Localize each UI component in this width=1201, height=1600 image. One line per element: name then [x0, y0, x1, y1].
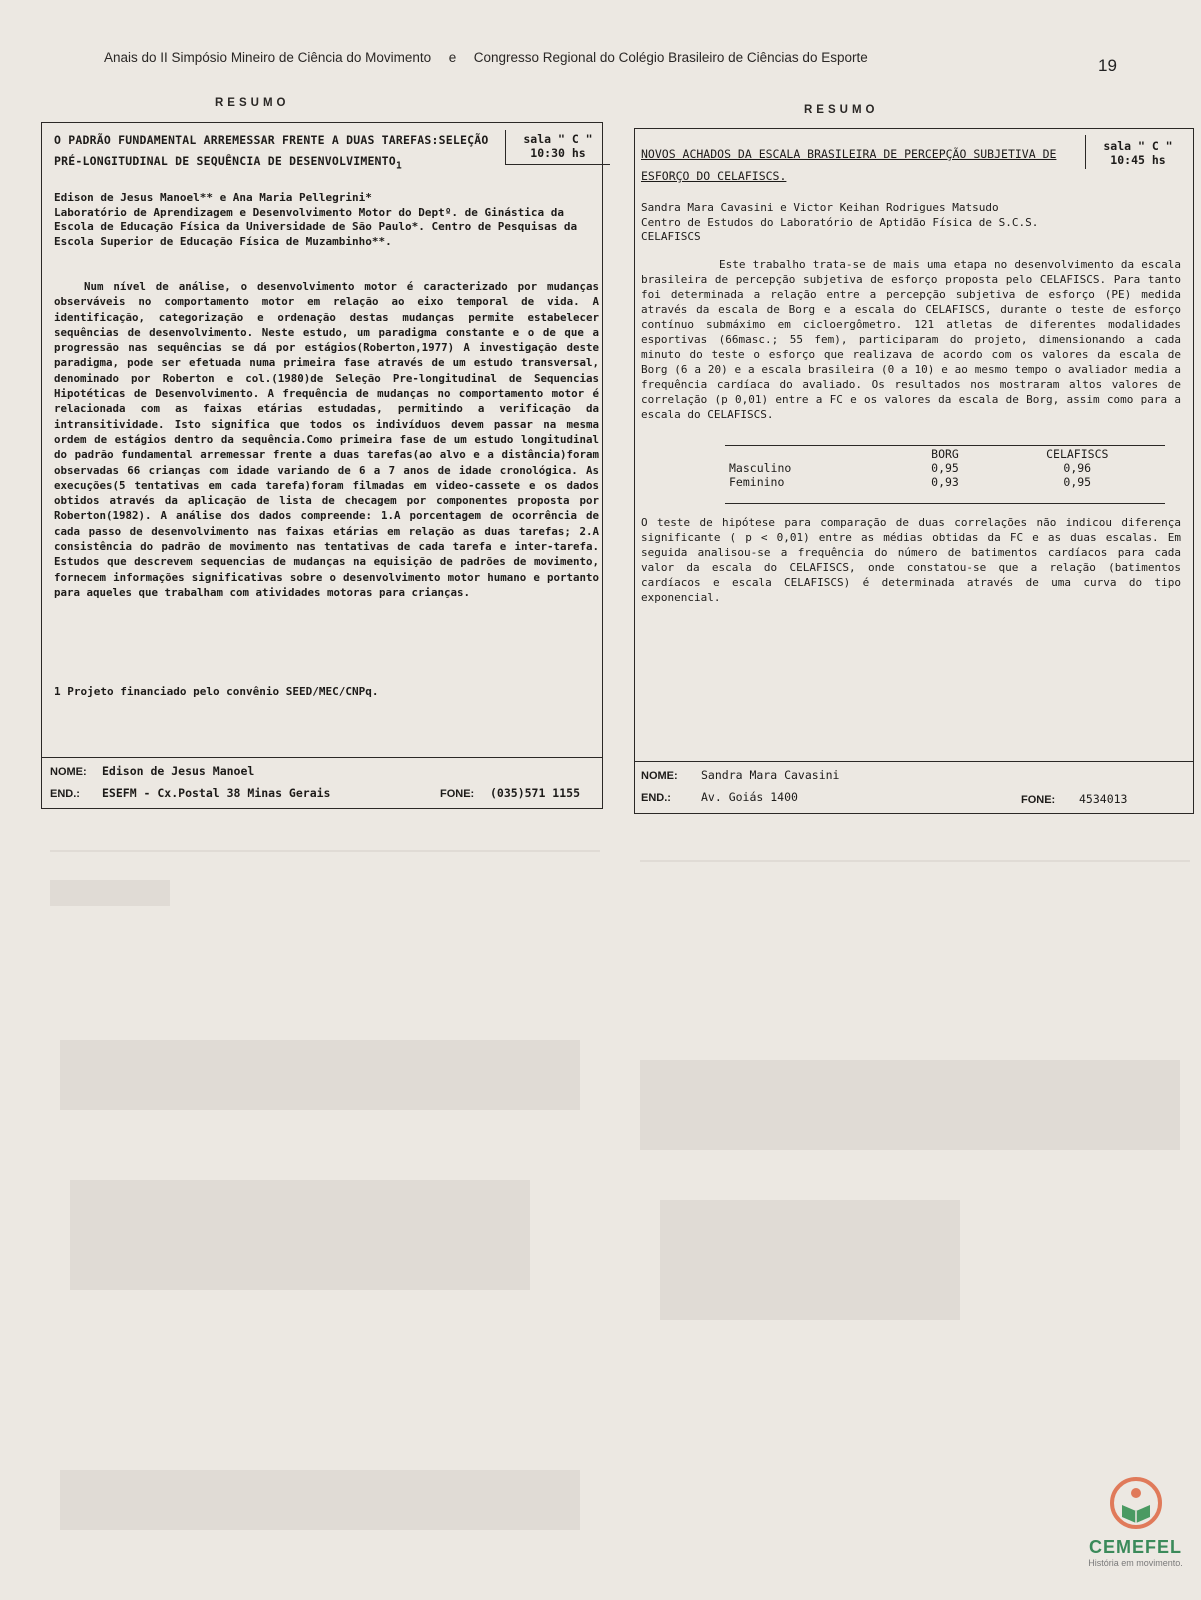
left-fone: (035)571 1155	[490, 786, 581, 800]
bleed-through-line	[640, 860, 1190, 862]
left-body	[54, 279, 599, 600]
left-authors: Edison de Jesus Manoel** e Ana Maria Pellegrini* Laboratório de Aprendizagem e Desenvolvimento Motor do Deptº. de Ginástica da Escola de Educação Física da Universidade de São Paulo*. Centro de Pesquisas da Escola Superior de Educação Física de Muzambinho**.	[54, 191, 578, 248]
left-end-label: END.:	[50, 788, 80, 800]
right-nome: Sandra Mara Cavasini	[701, 768, 840, 782]
right-fone: 4534013	[1079, 792, 1128, 806]
logo-tagline: História em movimento.	[1088, 1558, 1183, 1568]
bleed-through-table	[660, 1200, 960, 1320]
right-fone-label: FONE:	[1021, 794, 1056, 806]
bleed-through-box	[50, 880, 170, 906]
table-cell: Feminino	[729, 475, 785, 489]
table-header-row	[725, 447, 1165, 461]
bleed-through-table	[70, 1180, 530, 1290]
table-row	[725, 461, 1165, 475]
page-number: 19	[1098, 56, 1117, 75]
left-sala-time: 10:30 hs	[530, 146, 586, 160]
table-cell: 0,93	[931, 475, 959, 489]
page-header	[104, 50, 1004, 65]
right-body-text: Este trabalho trata-se de mais uma etapa no desenvolvimento da escala brasileira de percepção subjetiva de esforço proposta pelo CELAFISCS. Para tanto foi determinada a relação entre a percepção subjetiva de esforço (PE) medida através da escala de Borg e a escala do CELAFISCS, durante o teste de esforço contínuo submáximo em cicloergômetro. 121 atletas de diferentes modalidades esportivas (66masc.; 55 fem), participaram do projeto, dimensionando a cada minuto do teste o esforço que realizava de acordo com os valores da escala de Borg (6 a 20) e a escala brasileira (0 a 10) e ao mesmo tempo o avaliador media a frequência cardíaca do avaliado. Os resultados nos mostraram altos valores de correlação (p 0,01) entre a FC e os valores da escala de Borg, assim como para a escala do CELAFISCS.	[641, 258, 1181, 421]
right-sala-box	[1085, 135, 1190, 169]
left-title	[54, 130, 504, 176]
table-bottom-rule	[725, 503, 1165, 504]
right-end: Av. Goiás 1400	[701, 790, 798, 804]
right-abstract-box	[634, 128, 1194, 814]
right-body-2: O teste de hipótese para comparação de duas correlações não indicou diferença significante ( p < 0,01) entre as médias obtidas da FC e as duas escalas. Em seguida analisou-se a frequência do número de batimentos cardíacos para cada valor da escala do CELAFISCS, onde constatou-se que a relação (batimentos cardíacos e escala CELAFISCS) é determinada através de uma curva do tipo exponencial.	[641, 516, 1181, 604]
bleed-through-line	[50, 850, 600, 852]
right-title: NOVOS ACHADOS DA ESCALA BRASILEIRA DE PERCEPÇÃO SUBJETIVA DE ESFORÇO DO CELAFISCS.	[641, 147, 1057, 183]
bleed-through-text	[60, 1040, 580, 1110]
bleed-through-text	[640, 1060, 1180, 1150]
bleed-through-text	[60, 1470, 580, 1530]
table-row	[725, 475, 1165, 489]
right-resumo-label: RESUMO	[804, 104, 879, 116]
table-header-cell	[725, 447, 900, 461]
table-header-cell: BORG	[931, 447, 959, 461]
left-title-sup: 1	[395, 160, 402, 172]
table-cell: 0,96	[1063, 461, 1092, 475]
header-connector: e	[448, 50, 457, 65]
left-footnote: 1 Projeto financiado pelo convênio SEED/MEC/CNPq.	[54, 685, 379, 698]
table-cell: 0,95	[931, 461, 959, 475]
right-sala-time: 10:45 hs	[1110, 153, 1166, 167]
left-title-text: O PADRÃO FUNDAMENTAL ARREMESSAR FRENTE A DUAS TAREFAS:SELEÇÃO PRÉ-LONGITUDINAL DE SEQUÊNCIA DE DESENVOLVIMENTO	[54, 133, 489, 168]
header-left: Anais do II Simpósio Mineiro de Ciência do Movimento	[104, 50, 432, 65]
right-sala-room: sala " C "	[1103, 139, 1173, 153]
table-header-cell: CELAFISCS	[1046, 447, 1109, 461]
logo-name: CEMEFEL	[1088, 1537, 1182, 1557]
left-end: ESEFM - Cx.Postal 38 Minas Gerais	[102, 786, 331, 800]
header-right: Congresso Regional do Colégio Brasileiro de Ciências do Esporte	[473, 50, 868, 65]
right-body	[641, 257, 1181, 422]
right-nome-label: NOME:	[641, 770, 678, 782]
left-sala-box	[505, 130, 610, 165]
left-nome: Edison de Jesus Manoel	[102, 764, 255, 778]
table-cell: 0,95	[1063, 475, 1092, 489]
cemefel-logo	[1078, 1475, 1193, 1595]
left-sala-room: sala " C "	[523, 132, 593, 146]
right-end-label: END.:	[641, 792, 671, 804]
right-footer	[635, 761, 1193, 814]
results-table	[725, 447, 1165, 489]
left-abstract-box	[41, 122, 603, 809]
right-authors: Sandra Mara Cavasini e Victor Keihan Rodrigues Matsudo Centro de Estudos do Laboratório de Aptidão Física de S.C.S. CELAFISCS	[641, 201, 1039, 244]
table-cell: Masculino	[729, 461, 792, 475]
left-fone-label: FONE:	[440, 788, 475, 800]
left-resumo-label: RESUMO	[215, 97, 290, 109]
table-top-rule	[725, 445, 1165, 446]
cemefel-emblem-icon	[1106, 1475, 1166, 1533]
left-body-text: Num nível de análise, o desenvolvimento motor é caracterizado por mudanças observáveis no comportamento motor em relação ao eixo temporal de vida. A identificação, categorização e ordenação destas mudanças permite estabelecer sequências de desenvolvimento. Neste estudo, um paradigma constante e o de que a progressão nas sequências se dá por estágios(Roberton,1977) A investigação deste paradigma, pode ser efetuada numa primeira fase através de um estudo transversal, denominado por Roberton e col.(1980)de Seleção Pre-longitudinal de Sequencias Hipotéticas de Desenvolvimento. A frequência de mudanças no comportamento motor é relacionada com as faixas etárias estudadas, permitindo a verificação da intransitividade. Isto significa que todos os indivíduos devem passar na mesma ordem de estágios dentro da sequência.Como primeira fase de um estudo longitudinal do padrão fundamental arremessar frente a duas tarefas(ao alvo e a distância)foram observadas 66 crianças com idade variando de 6 a 7 anos de idade cronológica. As execuções(5 tentativas em cada tarefa)foram filmadas em video-cassete e os dados obtidos através da aplicação de lista de checagem por componentes proposta por Roberton(1982). A análise dos dados compreende: 1.A porcentagem de ocorrência de cada passo de desenvolvimento nas faixas etárias em relação as duas tarefas; 2.A consistência do padrão de movimento nas tentativas de cada tarefa e inter-tarefa. Estudos que descrevem sequencias de mudanças na equisição de padrões de movimento, fornecem informações significativas sobre o desenvolvimento motor humano e portanto para aqueles que trabalham com atividades motoras para crianças.	[54, 280, 599, 599]
left-nome-label: NOME:	[50, 766, 87, 778]
left-footer	[42, 757, 602, 808]
